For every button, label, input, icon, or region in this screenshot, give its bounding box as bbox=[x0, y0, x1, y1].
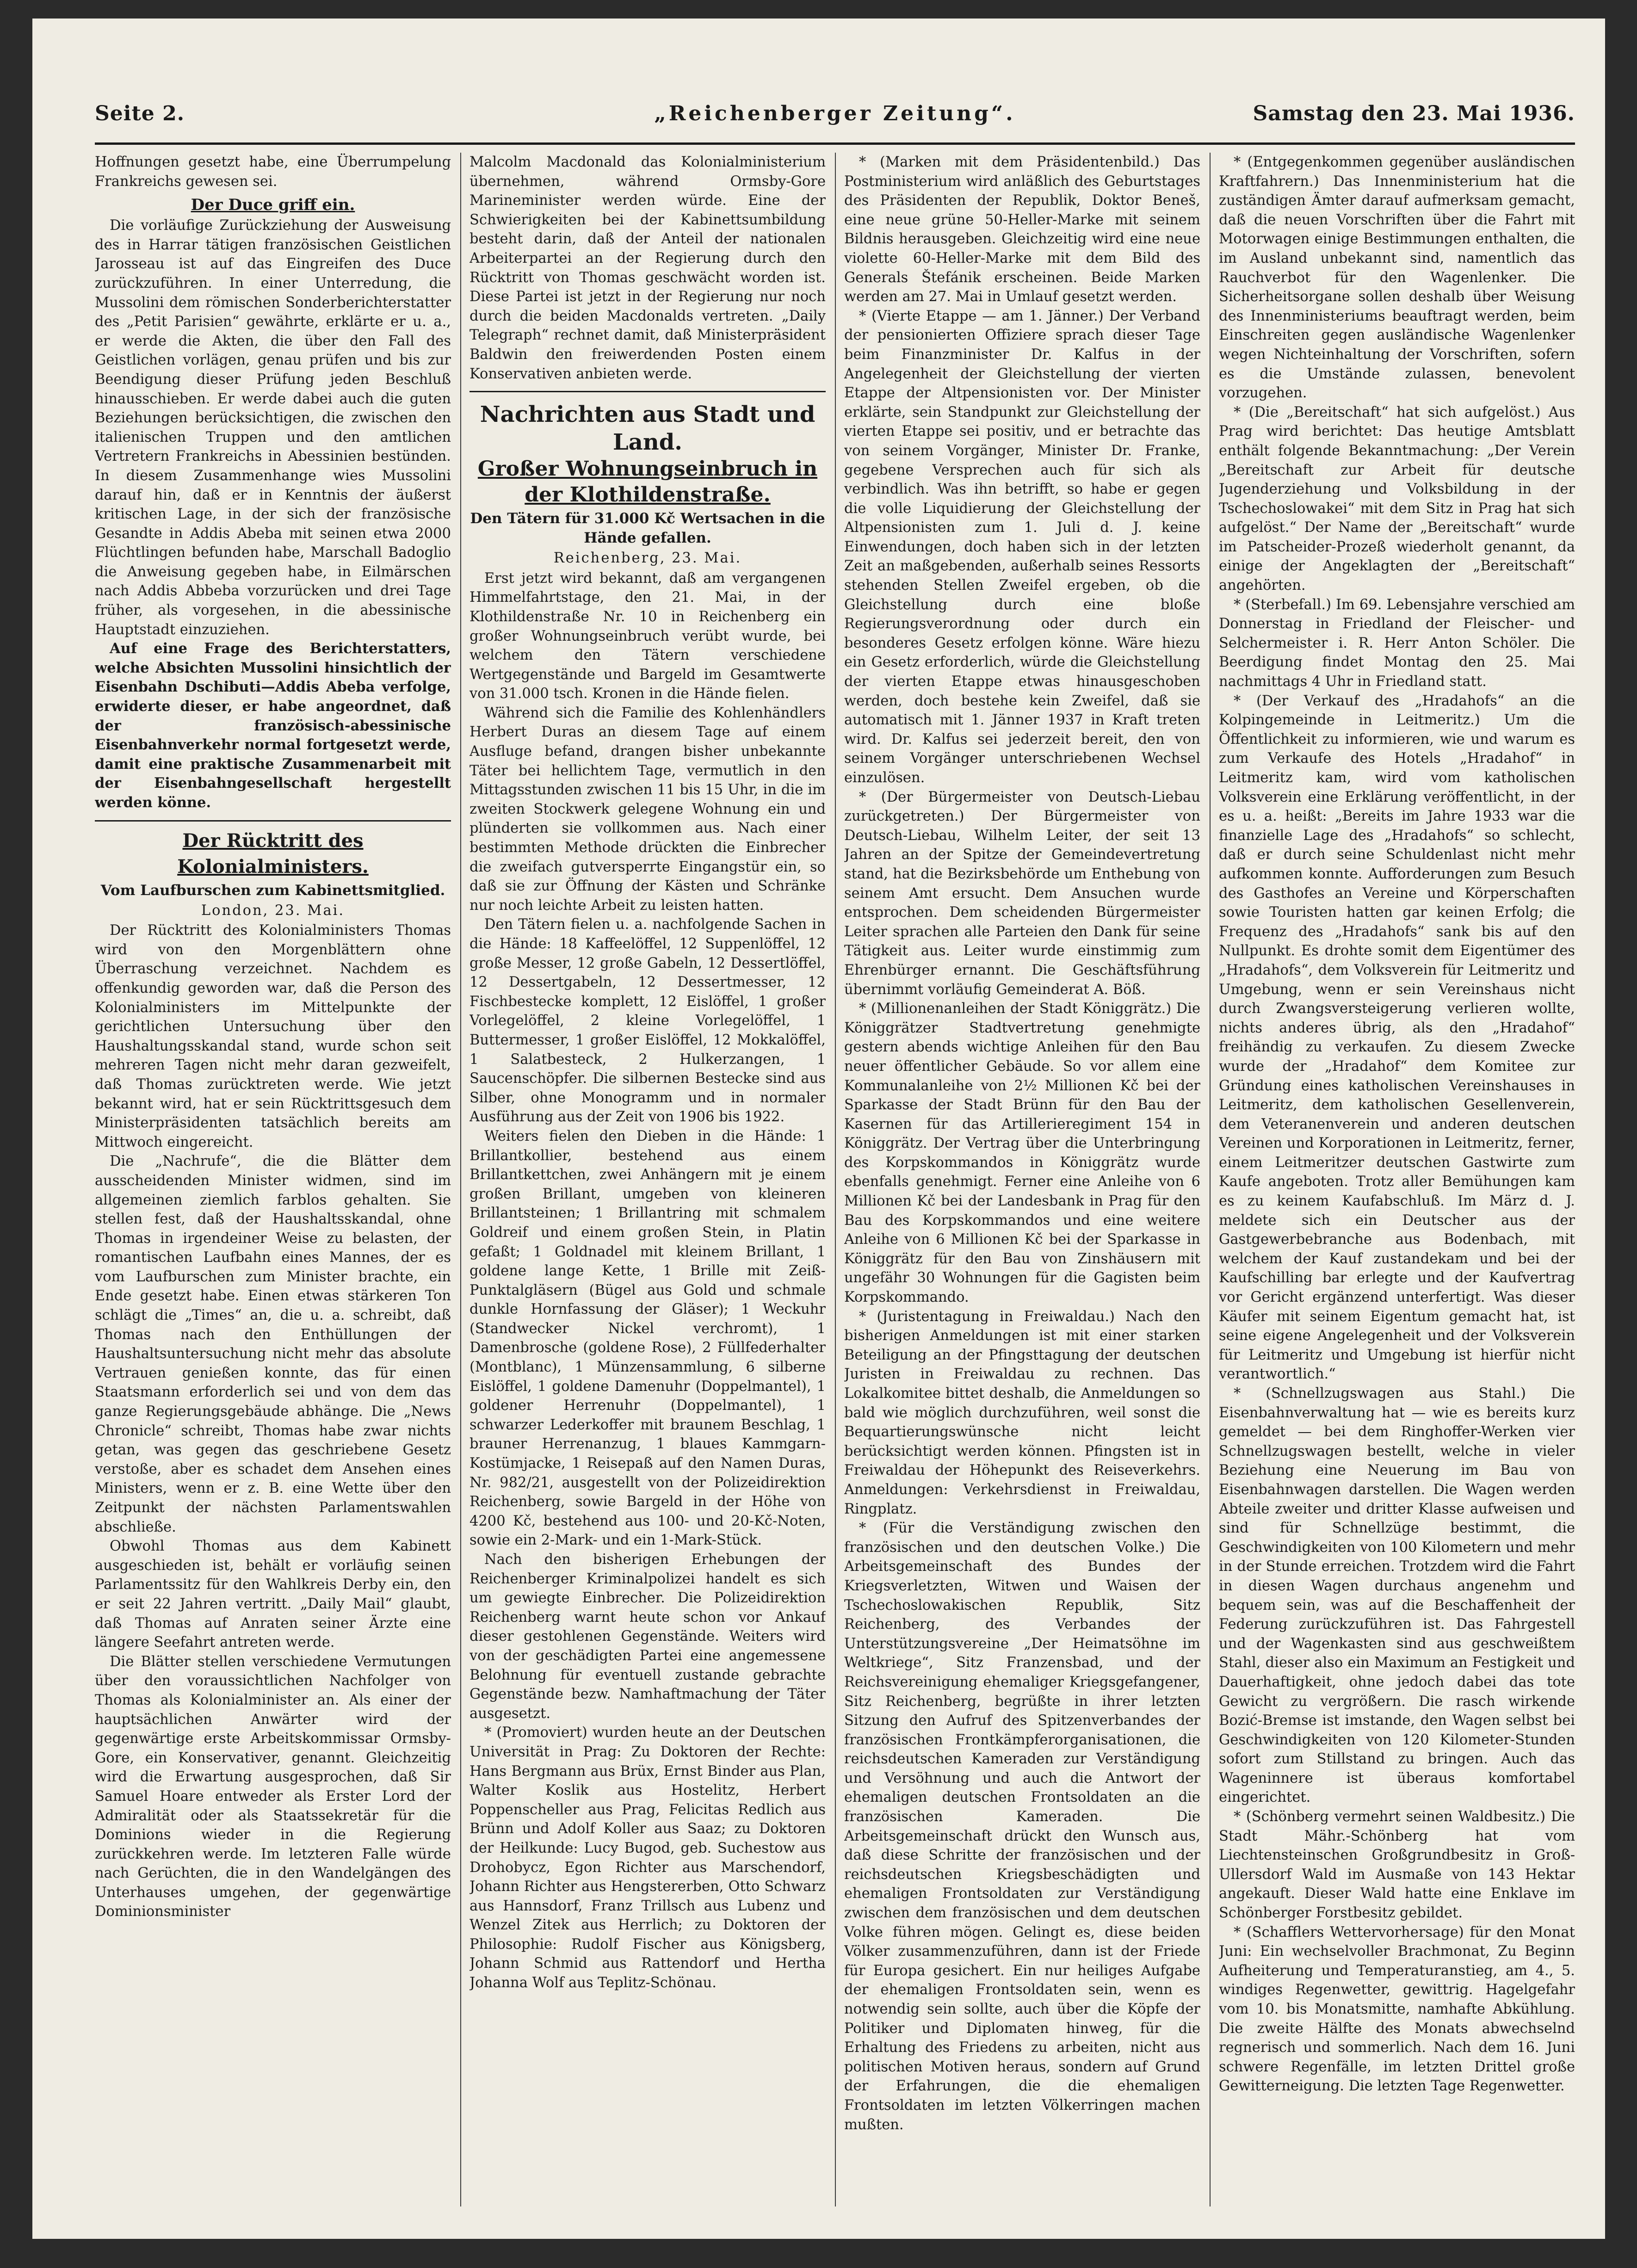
column-divider bbox=[835, 153, 836, 2206]
news-item: * (Sterbefall.) Im 69. Lebensjahre verschied am Donnerstag in Friedland der Fleischer- und Selchermeister i. R. Herr Anton Schöler. Die Beerdigung findet Montag den 25. Mai nachmittags 4 Uhr in Friedland statt. bbox=[1219, 596, 1575, 690]
article-subheadline: Den Tätern für 31.000 Kč Wertsachen in die Hände gefallen. bbox=[470, 510, 825, 547]
news-item: * (Für die Verständigung zwischen den französischen und den deutschen Volke.) Die Arbeitsgemeinschaft des Bundes der Kriegsverletzten, Witwen und Waisen der Tschechoslowakischen Republik, Sitz Reichenberg, des Verbandes der Unterstützungsvereine „Der Heimatsöhne im Weltkriege“, Sitz Franzensbad, und der Reichsvereinigung ehemaliger Kriegsgefangener, Sitz Reichenberg, begrüßte in ihrer letzten Sitzung den Aufruf des Spitzenverbandes der französischen Frontkämpferorganisationen, die reichsdeutschen Kameraden zur Verständigung und Versöhnung und auch die Antwort der ehemaligen deutschen Frontsoldaten an die französischen Kameraden. Die Arbeitsgemeinschaft drückt den Wunsch aus, daß diese Schritte der französischen und der reichsdeutschen Kriegsbeschädigten und ehemaligen Frontsoldaten zur Verständigung zwischen dem französischen und dem deutschen Volke führen mögen. Gelingt es, diese beiden Völker zusammenzuführen, dann ist der Friede für Europa gesichert. Ein nur heiliges Aufgabe der ehemaligen Frontsoldaten sein, wenn es notwendig sein sollte, auch über die Köpfe der Politiker und Diplomaten hinweg, für die Erhaltung des Friedens zu arbeiten, nicht aus politischen Motiven heraus, sondern auf Grund der Erfahrungen, die die ehemaligen Frontsoldaten im letzten Völkerringen machen mußten. bbox=[844, 1520, 1200, 2133]
news-item: * (Schönberg vermehrt seinen Waldbesitz.) Die Stadt Mähr.-Schönberg hat vom Liechtensteinschen Großgrundbesitz in Groß-Ullersdorf Wald im Ausmaße von 143 Hektar angekauft. Dieser Wald hatte eine Enklave im Schönberger Forstbesitz gebildet. bbox=[1219, 1809, 1575, 1922]
section-heading: Der Duce griff ein. bbox=[191, 196, 355, 215]
news-item: * (Vierte Etappe — am 1. Jänner.) Der Verband der pensionierten Offiziere sprach dieser Tage beim Finanzminister Dr. Kalfus in der Angelegenheit der Gleichstellung der vierten Etappe der Altpensionisten vor. Der Minister erklärte, sein Standpunkt zur Gleichstellung der vierten Etappe sei positiv, und er betrachte das von seinem Vorgänger, Minister Dr. Franke, gegebene Versprechen auch für sich als verbindlich. Was ihn betrifft, so habe er gegen die volle Liquidierung der Gleichstellung der Altpensionisten zum 1. Juli d. J. keine Einwendungen, doch haben sich in der letzten Zeit an maßgebenden, außerhalb seines Ressorts stehenden Stellen Zweifel ergeben, ob die Gleichstellung durch eine bloße Regierungsverordnung oder durch ein besonderes Gesetz erfolgen könne. Wäre hiezu ein Gesetz erforderlich, würde die Gleichstellung der vierten Etappe etwas hinausgeschoben werden, doch bestehe kein Zweifel, daß sie automatisch mit 1. Jänner 1937 in Kraft treten wird. Dr. Kalfus sei jederzeit bereit, den von seinem Vorgänger unterschriebenen Wechsel einzulösen. bbox=[844, 308, 1200, 786]
article-headline: Der Rücktritt des Kolonialministers. bbox=[177, 829, 369, 878]
news-item: * (Die „Bereitschaft“ hat sich aufgelöst.) Aus Prag wird berichtet: Das heutige Amtsblatt enthält folgende Bekanntmachung: „Der Verein „Bereitschaft zur Arbeit für deutsche Jugenderziehung und Volksbildung in der Tschechoslowakei“ mit dem Sitz in Prag hat sich aufgelöst.“ Der Name der „Bereitschaft“ wurde im Patscheider-Prozeß wiederholt genannt, da einige der Angeklagten der „Bereitschaft“ angehörten. bbox=[1219, 404, 1575, 594]
column-divider bbox=[1210, 153, 1211, 2206]
page-number: Seite 2. bbox=[95, 102, 185, 125]
news-item: * (Entgegenkommen gegenüber ausländischen Kraftfahrern.) Das Innenministerium hat die zuständigen Ämter darauf aufmerksam gemacht, daß die neuen Vorschriften über die Fahrt mit Motorwagen einige Bestimmungen enthalten, die im Ausland unbekannt sind, namentlich das Rauchverbot für den Wagenlenker. Die Sicherheitsorgane sollen deshalb über Weisung des Innenministeriums beauftragt werden, beim Einschreiten gegen ausländische Wagenlenker wegen Nichteinhaltung der Vorschriften, sofern es die Umstände zulassen, benevolent vorzugehen. bbox=[1219, 154, 1575, 402]
page-header bbox=[95, 102, 1575, 139]
news-item: * (Schafflers Wettervorhersage) für den Monat Juni: Ein wechselvoller Brachmonat, Zu Beginn Aufheiterung und Temperaturanstieg, am 4., 5. windiges Regenwetter, gewittrig. Hagelgefahr vom 10. bis Monatsmitte, namhafte Abkühlung. Die zweite Hälfte des Monats abwechselnd regnerisch und sommerlich. Nach dem 16. Juni schwere Regenfälle, im letzten Drittel große Gewitterneigung. Die letzten Tage Regenwetter. bbox=[1219, 1924, 1575, 2095]
article-divider bbox=[95, 820, 451, 822]
dateline: Reichenberg, 23. Mai. bbox=[553, 550, 742, 567]
column-3 bbox=[844, 153, 1200, 2211]
paragraph: Malcolm Macdonald das Kolonialministerium übernehmen, während Ormsby-Gore Marineminister werden würde. Eine der Schwierigkeiten bei der Kabinettsumbildung besteht darin, daß der Anteil der nationalen Arbeiterpartei an der Regierung durch den Rücktritt von Thomas geschwächt worden ist. Diese Partei ist jetzt in der Regierung nur noch durch die beiden Macdonalds vertreten. „Daily Telegraph“ rechnet damit, daß Ministerpräsident Baldwin den freiwerdenden Posten einem Konservativen anbieten werde. bbox=[469, 154, 826, 382]
column-2 bbox=[469, 153, 826, 2211]
paragraph: Die vorläufige Zurückziehung der Ausweisung des in Harrar tätigen französischen Geistlichen Jarosseau ist auf das Eingreifen des Duce zurückzuführen. In einer Unterredung, die Mussolini dem römischen Sonderberichterstatter des „Petit Parisien“ gewährte, erklärte er u. a., er werde die Akten, die über den Fall des Geistlichen vorlägen, genau prüfen und bis zur Beendigung dieser Prüfung jeden Beschluß hinausschieben. Er werde dabei auch die guten Beziehungen berücksichtigen, die zwischen den italienischen Truppen und den amtlichen Vertretern Frankreichs in Abessinien bestünden. In diesem Zusammenhange wies Mussolini darauf hin, daß er in Kenntnis der äußerst kritischen Lage, in der sich der französische Gesandte in Addis Abeba mit seinen etwa 2000 Flüchtlingen befunden habe, Marschall Badoglio die Anweisung gegeben habe, in Eilmärschen nach Addis Abbeba vorzurücken und drei Tage früher, als vorgesehen, in die abessinische Hauptstadt einzuziehen. bbox=[95, 217, 451, 638]
paragraph: Hoffnungen gesetzt habe, eine Überrumpelung Frankreichs gewesen sei. bbox=[95, 154, 451, 190]
paragraph: Während sich die Familie des Kohlenhändlers Herbert Duras an diesem Tage auf einem Ausfluge befand, drangen bisher unbekannte Täter bei hellichtem Tage, vermutlich in den Mittagsstunden zwischen 11 bis 15 Uhr, in die im zweiten Stockwerk gelegene Wohnung ein und plünderten sie vollkommen aus. Nach einer bestimmten Methode drückten die Einbrecher die zweifach gutversperrte Eingangstür ein, so daß sie zur Öffnung der Kästen und Schränke nur noch leichte Arbeit zu leisten hatten. bbox=[469, 705, 826, 914]
newspaper-title: „Reichenberger Zeitung“. bbox=[654, 102, 1016, 125]
news-item: * (Juristentagung in Freiwaldau.) Nach den bisherigen Anmeldungen ist mit einer starken Beteiligung an der Pfingsttagung der deutschen Juristen in Freiwaldau zu rechnen. Das Lokalkomitee bittet deshalb, die Anmeldungen so bald wie möglich durchzuführen, weil sonst die Bequartierungswünsche nicht leicht berücksichtigt werden können. Pfingsten ist in Freiwaldau der Höhepunkt des Reiseverkehrs. Anmeldungen: Verkehrsdienst in Freiwaldau, Ringplatz. bbox=[844, 1308, 1200, 1517]
article-divider bbox=[469, 391, 826, 392]
news-item: * (Der Bürgermeister von Deutsch-Liebau zurückgetreten.) Der Bürgermeister von Deutsch-Liebau, Wilhelm Leiter, der seit 13 Jahren an der Spitze der Gemeindevertretung stand, hat die Bezirksbehörde um Enthebung von seinem Amt ersucht. Dem Ansuchen wurde entsprochen. Dem scheidenden Bürgermeister Leiter sprachen alle Parteien den Dank für seine Tätigkeit aus. Leiter wurde einstimmig zum Ehrenbürger ernannt. Die Geschäftsführung übernimmt vorläufig Gemeinderat A. Böß. bbox=[844, 789, 1200, 998]
paragraph: Nach den bisherigen Erhebungen der Reichenberger Kriminalpolizei handelt es sich um gewiegte Einbrecher. Die Polizeidirektion Reichenberg warnt heute schon vor Ankauf dieser gestohlenen Gegenstände. Weiters wird von der geschädigten Partei eine angemessene Belohnung für eventuell zustande gebrachte Gegenstände bezw. Namhaftmachung der Täter ausgesetzt. bbox=[469, 1551, 826, 1722]
news-item: * (Der Verkauf des „Hradahofs“ an die Kolpingemeinde in Leitmeritz.) Um die Öffentlichkeit zu informieren, wie und warum es zum Verkaufe des Hotels „Hradahof“ in Leitmeritz kam, wird vom katholischen Volksverein eine Erklärung veröffentlicht, in der es u. a. heißt: „Bereits im Jahre 1933 war die finanzielle Lage des „Hradahofs“ so schlecht, daß er durch seine Schuldenlast nicht mehr aufkommen konnte. Aufforderungen zum Besuch des Gasthofes an Vereine und Körperschaften sowie Touristen hatten gar keinen Erfolg; die Frequenz des „Hradahofs“ sank bis auf den Nullpunkt. Es drohte somit dem Eigentümer des „Hradahofs“, dem Volksverein für Leitmeritz und Umgebung, wenn er sein Vereinshaus nicht durch Zwangsversteigerung verlieren wollte, nichts anderes übrig, als den „Hradahof“ freihändig zu verkaufen. Zu diesem Zwecke wurde der „Hradahof“ dem Komitee zur Gründung eines katholischen Vereinshauses in Leitmeritz, dem katholischen Gesellenverein, dem Veteranenverein und anderen deutschen Vereinen und Korporationen in Leitmeritz, ferner, einem Leitmeritzer deutschen Gastwirte zum Kaufe angeboten. Trotz aller Bemühungen kam es zu keinem Kaufabschluß. Im März d. J. meldete sich ein Deutscher aus der Gastgewerbebranche aus Bodenbach, mit welchem der Kauf zustandekam und bei der Kaufschilling bar erlegte und der Kaufvertrag vor Gericht ergänzend unterfertigt. Was dieser Käufer mit seinem Eigentum gemacht hat, ist seine eigene Angelegenheit und der Volksverein für Leitmeritz und Umgebung ist hierfür nicht verantwortlich.“ bbox=[1219, 692, 1575, 1383]
paragraph: Die Blätter stellen verschiedene Vermutungen über den voraussichtlichen Nachfolger von Thomas als Kolonialminister an. Als einer der hauptsächlichen Anwärter wird der gegenwärtige erste Arbeitskommissar Ormsby-Gore, ein Konservativer, genannt. Gleichzeitig wird die Erwartung ausgesprochen, daß Sir Samuel Hoare entweder als Erster Lord der Admiralität oder als Staatssekretär für die Dominions wieder in die Regierung zurückkehren werde. Im letzteren Falle würde nach Gerüchten, die in den Wandelgängen des Unterhauses umgehen, der gegenwärtige Dominionsminister bbox=[95, 1653, 451, 1920]
section-headline: Nachrichten aus Stadt und Land. bbox=[480, 402, 815, 456]
paragraph: Erst jetzt wird bekannt, daß am vergangenen Himmelfahrtstage, den 21. Mai, in der Klothildenstraße Nr. 10 in Reichenberg ein großer Wohnungseinbruch verübt wurde, bei welchem den Tätern verschiedene Wertgegenstände und Bargeld im Gesamtwerte von 31.000 tsch. Kronen in die Hände fielen. bbox=[469, 570, 826, 702]
newspaper-page bbox=[32, 19, 1605, 2239]
column-1 bbox=[95, 153, 451, 2211]
page-frame bbox=[95, 88, 1575, 2211]
news-item: * (Schnellzugswagen aus Stahl.) Die Eisenbahnverwaltung hat — wie es bereits kurz gemeldet — bei dem Ringhoffer-Werken vier Schnellzugswagen bestellt, welche in vieler Beziehung eine Neuerung im Bau von Eisenbahnwagen darstellen. Die Wagen werden Abteile zweiter und dritter Klasse aufweisen und sind für Schnellzüge bestimmt, die Geschwindigkeiten von 100 Kilometern und mehr in der Stunde erreichen. Trotzdem wird die Fahrt in diesen Wagen durchaus angenehm und bequem sein, was auf die Beschaffenheit der Federung zurückzuführen ist. Das Fahrgestell und der Wagenkasten sind aus geschweißtem Stahl, dieser also ein Maximum an Festigkeit und Dauerhaftigkeit, ohne jedoch dabei das tote Gewicht zu vergrößern. Die rasch wirkende Bozić-Bremse ist imstande, den Wagen selbst bei Geschwindigkeiten von 120 Kilometer-Stunden sofort zum Stillstand zu bringen. Auch das Wageninnere ist überaus komfortabel eingerichtet. bbox=[1219, 1385, 1575, 1806]
news-item: * (Millionenanleihen der Stadt Königgrätz.) Die Königgrätzer Stadtvertretung genehmigte gestern abends wichtige Anleihen für den Bau neuer öffentlicher Gebäude. So vor allem eine Kommunalanleihe von 2½ Millionen Kč bei der Sparkasse der Stadt Brünn für den Bau der Kasernen für das Artillerieregiment 154 in Königgrätz. Der Vertrag über die Unterbringung des Korpskommandos in Königgrätz wurde ebenfalls genehmigt. Ferner eine Anleihe von 6 Millionen Kč bei der Landesbank in Prag für den Bau des Korpskommandos und eine weitere Anleihe von 6 Millionen Kč bei der Sparkasse in Königgrätz für den Bau von Zinshäusern mit ungefähr 30 Wohnungen für die Gagisten beim Korpskommando. bbox=[844, 1001, 1200, 1306]
paragraph: Weiters fielen den Dieben in die Hände: 1 Brillantkollier, bestehend aus einem Brillantkettchen, zwei Anhängern mit je einem großen Brillant, umgeben von kleineren Brillantsteinen; 1 Brillantring mit schmalem Goldreif und einem großen Stein, in Platin gefaßt; 1 Goldnadel mit kleinem Brillant, 1 goldene lange Kette, 1 Brille mit Zeiß-Punktalgläsern (Bügel aus Gold und schmale dunkle Hornfassung der Gläser); 1 Weckuhr (Standwecker Nickel verchromt), 1 Damenbrosche (goldene Rose), 2 Füllfederhalter (Montblanc), 1 Münzensammlung, 6 silberne Eislöffel, 1 goldene Damenuhr (Doppelmantel), 1 goldener Herrenuhr (Doppelmantel), 1 schwarzer Lederkoffer mit braunem Beschlag, 1 brauner Herrenanzug, 1 blaues Kammgarn-Kostümjacke, 1 Reisepaß auf den Namen Duras, Nr. 982/21, ausgestellt von der Polizeidirektion Reichenberg, sowie Bargeld in der Höhe von 4200 Kč, bestehend aus 100- und 20-Kč-Noten, sowie ein 2-Mark- und ein 1-Mark-Stück. bbox=[469, 1128, 826, 1549]
issue-date: Samstag den 23. Mai 1936. bbox=[1253, 102, 1575, 125]
article-headline: Großer Wohnungseinbruch in der Klothildenstraße. bbox=[477, 457, 818, 507]
header-rule bbox=[95, 142, 1575, 145]
article-subheadline: Vom Laufburschen zum Kabinettsmitglied. bbox=[100, 882, 445, 899]
column-divider bbox=[460, 153, 461, 2206]
paragraph: Der Rücktritt des Kolonialministers Thomas wird von den Morgenblättern ohne Überraschung verzeichnet. Nachdem es offenkundig geworden war, daß die Person des Kolonialministers im Mittelpunkte der gerichtlichen Untersuchung über den Haushaltungsskandal stand, wurde schon seit mehreren Tagen nicht mehr daran gezweifelt, daß Thomas zurücktreten werde. Wie jetzt bekannt wird, hat er sein Rücktrittsgesuch dem Ministerpräsidenten tatsächlich bereits am Mittwoch eingereicht. bbox=[95, 922, 451, 1150]
dateline: London, 23. Mai. bbox=[201, 902, 345, 919]
paragraph: Die „Nachrufe“, die die Blätter dem ausscheidenden Minister widmen, sind im allgemeinen ziemlich farblos gehalten. Sie stellen fest, daß der Haushaltsskandal, ohne Thomas in irgendeiner Weise zu belasten, der romantischen Laufbahn eines Mannes, der es vom Laufburschen zum Minister brachte, ein Ende gesetzt habe. Einen etwas stärkeren Ton schlägt die „Times“ an, die u. a. schreibt, daß Thomas nach den Enthüllungen der Haushaltsuntersuchung nicht mehr das absolute Vertrauen genießen konnte, das für einen Staatsmann erforderlich sei und von dem das ganze Regierungsgebäude abhänge. Die „News Chronicle“ schreibt, Thomas habe zwar nichts getan, was gegen das geschriebene Gesetz verstoße, aber es schadet dem Ansehen eines Ministers, wenn er z. B. eine Wette über den Zeitpunkt der nächsten Parlamentswahlen abschließe. bbox=[95, 1153, 451, 1535]
news-item: * (Marken mit dem Präsidentenbild.) Das Postministerium wird anläßlich des Geburtstages des Präsidenten der Republik, Doktor Beneš, eine neue grüne 50-Heller-Marke mit seinem Bildnis herausgeben. Gleichzeitig wird eine neue violette 60-Heller-Marke mit dem Bild des Generals Štefánik erscheinen. Beide Marken werden am 27. Mai in Umlauf gesetzt werden. bbox=[844, 154, 1200, 305]
paragraph: Obwohl Thomas aus dem Kabinett ausgeschieden ist, behält er vorläufig seinen Parlamentssitz für den Wahlkreis Derby ein, den er seit 22 Jahren vertritt. „Daily Mail“ glaubt, daß Thomas auf Anraten seiner Ärzte eine längere Seefahrt antreten werde. bbox=[95, 1538, 451, 1651]
paragraph: Auf eine Frage des Berichterstatters, welche Absichten Mussolini hinsichtlich der Eisenbahn Dschibuti—Addis Abeba verfolge, erwiderte dieser, er habe angeordnet, daß der französisch-abessinische Eisenbahnverkehr normal fortgesetzt werde, damit eine praktische Zusammenarbeit mit der Eisenbahngesellschaft hergestellt werden könne. bbox=[95, 640, 451, 811]
column-4 bbox=[1219, 153, 1575, 2211]
paragraph: Den Tätern fielen u. a. nachfolgende Sachen in die Hände: 18 Kaffeelöffel, 12 Suppenlöffel, 12 große Messer, 12 große Gabeln, 12 Dessertlöffel, 12 Dessertgabeln, 12 Dessertmesser, 12 Fischbestecke komplett, 12 Eislöffel, 1 großer Vorlegelöffel, 2 kleine Vorlegelöffel, 1 Buttermesser, 1 großer Eislöffel, 12 Mokkalöffel, 1 Salatbesteck, 2 Hulkerzangen, 1 Saucenschöpfer. Die silbernen Bestecke sind aus Silber, ohne Monogramm und in normaler Ausführung aus der Zeit von 1906 bis 1922. bbox=[469, 916, 826, 1125]
paragraph: * (Promoviert) wurden heute an der Deutschen Universität in Prag: Zu Doktoren der Rechte: Hans Bergmann aus Brüx, Ernst Binder aus Plan, Walter Koslik aus Hostelitz, Herbert Poppenscheller aus Prag, Felicitas Redlich aus Brünn und Adolf Koller aus Saaz; zu Doktoren der Heilkunde: Lucy Bugod, geb. Suchestow aus Drohobycz, Egon Richter aus Marschendorf, Johann Richter aus Hengstererben, Otto Schwarz aus Hannsdorf, Franz Trillsch aus Lubenz und Wenzel Zitek aus Herrlich; zu Doktoren der Philosophie: Rudolf Fischer aus Königsberg, Johann Schmid aus Rattendorf und Hertha Johanna Wolf aus Teplitz-Schönau. bbox=[469, 1724, 826, 1991]
